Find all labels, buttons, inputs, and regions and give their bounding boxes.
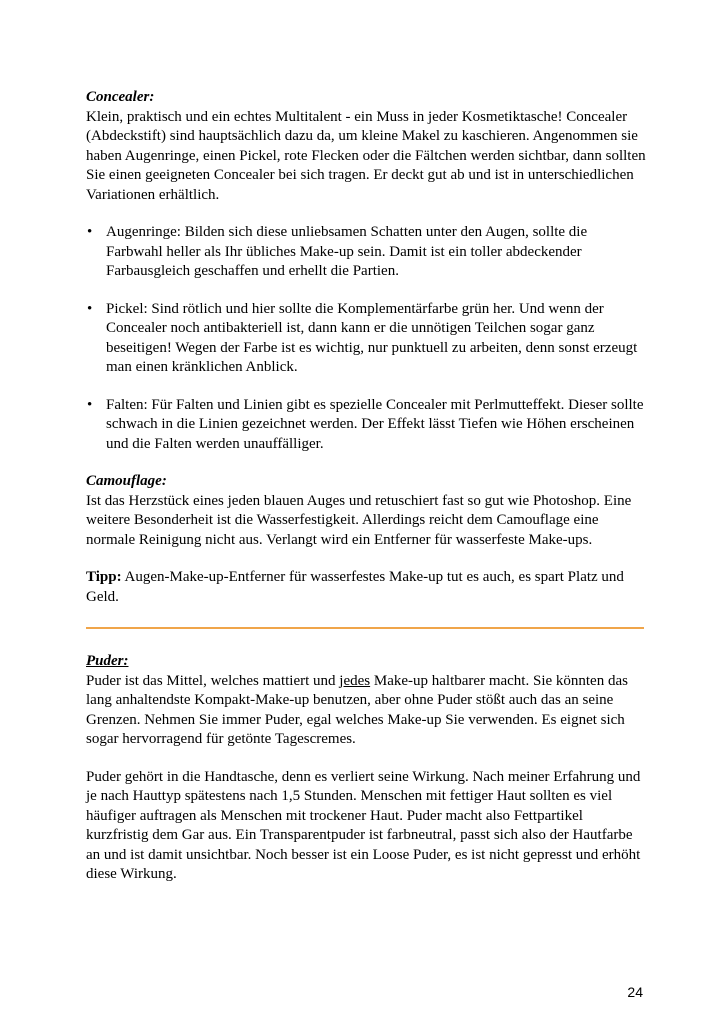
tip-text: Augen-Make-up-Entferner für wasserfestes Make-up tut es auch, es spart Platz und Geld. xyxy=(86,569,624,605)
bullet-augenringe: • Augenringe: Bilden sich diese unliebsamen Schatten unter den Augen, sollte die Farbwahl heller als Ihr übliches Make-up sein. Damit ist ein toller abdeckender Farbausgleich geschaffen und erhellt die Partien. xyxy=(86,223,646,282)
section-camouflage xyxy=(86,472,646,550)
camouflage-text: Ist das Herzstück eines jeden blauen Auges und retuschiert fast so gut wie Photoshop. Eine weitere Besonderheit ist die Wasserfestigkeit. Allerdings reicht dem Camouflage eine normale Reinigung nicht aus. Verlangt wird ein Entferner für wasserfeste Make-ups. xyxy=(86,492,632,548)
section-concealer xyxy=(86,88,646,454)
tip-label: Tipp: xyxy=(86,569,122,585)
heading-puder: Puder: xyxy=(86,653,129,669)
puder-paragraph-1 xyxy=(86,672,646,750)
puder-paragraph-2: Puder gehört in die Handtasche, denn es verliert seine Wirkung. Nach meiner Erfahrung und je nach Hauttyp spätestens nach 1,5 Stunden. Menschen mit fettiger Haut sollten es viel häufiger auftragen als Menschen mit trockener Haut. Puder macht also Fettpartikel kurzfristig dem Gar aus. Ein Transparentpuder ist farbneutral, passt sich also der Hautfarbe an und ist damit unsichtbar. Noch besser ist ein Loose Puder, es ist nicht gepresst und erhöht diese Wirkung. xyxy=(86,768,641,882)
puder-p1-start: Puder ist das Mittel, welches mattiert und xyxy=(86,672,340,689)
puder-p1-end: Make-up haltbarer macht. Sie könnten das lang anhaltendste Kompakt-Make-up benutzen, aber ohne Puder stößt auch das an seine Grenzen. Nehmen Sie immer Puder, egal welches Make-up Sie verwenden. Es eignet sich sogar hervorragend für getönte Tagescremes. xyxy=(86,672,628,747)
page-number: 24 xyxy=(627,984,643,1000)
section-puder xyxy=(86,652,646,885)
concealer-bullet-list xyxy=(86,223,646,454)
bullet-pickel: • Pickel: Sind rötlich und hier sollte die Komplementärfarbe grün her. Und wenn der Concealer noch antibakteriell ist, dann kann er die unnötigen Teilchen sogar ganz beseitigen! Wegen der Farbe ist es wichtig, nur punktuell zu arbeiten, denn sonst erzeugt man einen kränklichen Anblick. xyxy=(86,300,646,378)
puder-p1-emphasis: jedes xyxy=(339,672,371,689)
document-page xyxy=(86,88,646,885)
concealer-intro: Klein, praktisch und ein echtes Multitalent - ein Muss in jeder Kosmetiktasche! Concealer (Abdeckstift) sind hauptsächlich dazu da, um kleine Makel zu kaschieren. Angenommen sie haben Augenringe, einen Pickel, rote Flecken oder die Fältchen werden sichtbar, dann sollten Sie einen geeigneten Concealer bei sich tragen. Er deckt gut ab und ist in unterschiedlichen Variationen erhältlich. xyxy=(86,108,646,203)
heading-concealer: Concealer: xyxy=(86,89,155,105)
heading-camouflage: Camouflage: xyxy=(86,473,167,489)
tip-paragraph xyxy=(86,568,646,607)
section-divider xyxy=(86,627,644,629)
bullet-falten: • Falten: Für Falten und Linien gibt es spezielle Concealer mit Perlmutteffekt. Dieser sollte schwach in die Linien gezeichnet werden. Der Effekt lässt Tiefen wie Höhen erscheinen und die Falten werden unauffälliger. xyxy=(86,396,646,455)
